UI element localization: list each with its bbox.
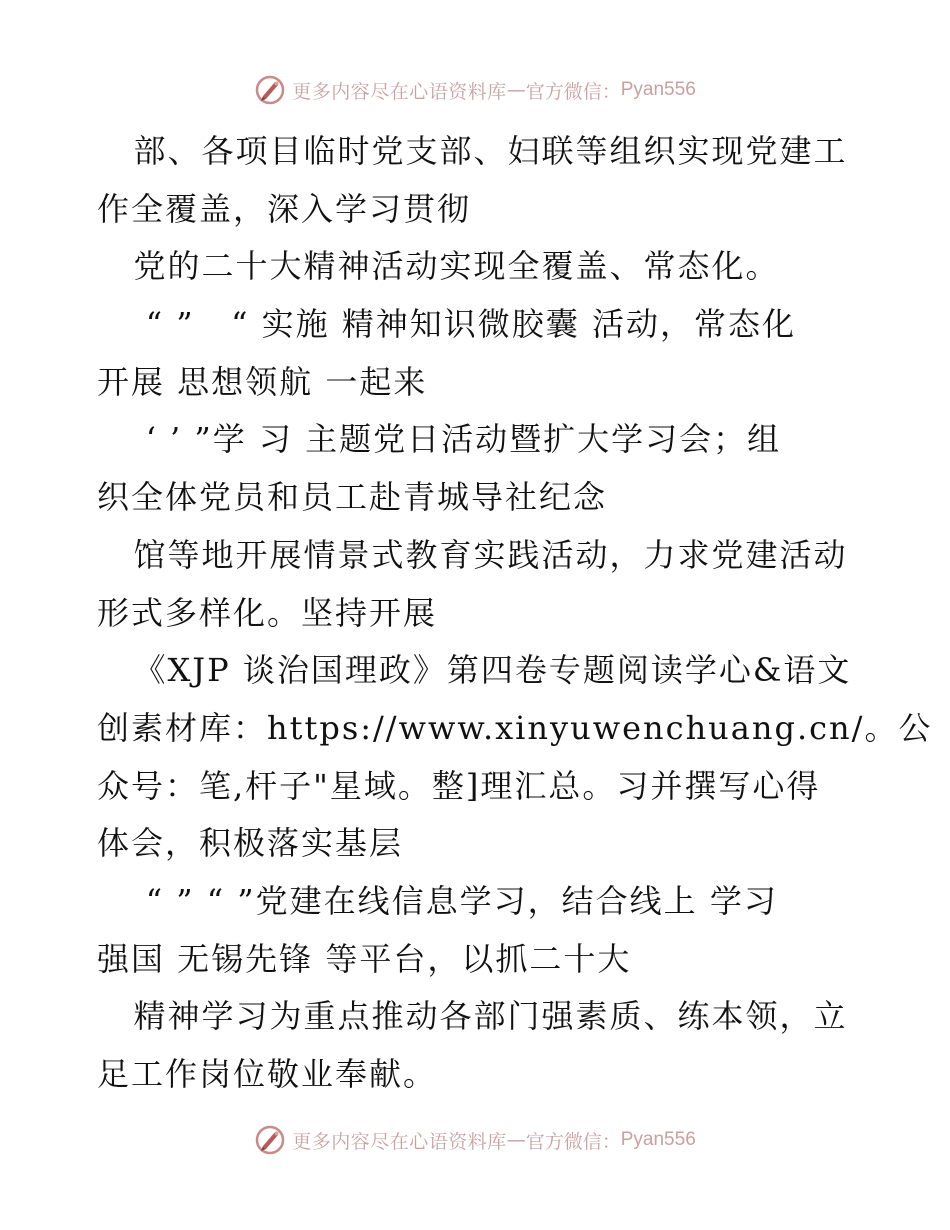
banner-brand-text: 更多内容尽在心语资料库 [292,80,507,103]
text-line: 部、各项目临时党支部、妇联等组织实现党建工 [97,132,848,170]
text-line: 足工作岗位敬业奉献。 [97,1055,438,1093]
banner-wechat-label: 官方微信： [525,1130,621,1153]
text-line: 党的二十大精神活动实现全覆盖、常态化。 [97,247,780,286]
banner-dash: — [506,79,526,101]
brand-logo-icon [254,1124,286,1156]
text-line: 精神学习为重点推动各部门强素质、练本领，立 [97,997,848,1036]
footer-watermark-banner [0,1120,950,1160]
text-line: 馆等地开展情景式教育实践活动，力求党建活动 [97,535,848,574]
text-line: 《XJP 谈治国理政》第四卷专题阅读学心&语文 [97,651,852,690]
text-line: “ ” “ 实施 精神知识微胶囊 活动，常态化 [97,305,796,344]
text-line: 创素材库：https://www.xinyuwenchuang.cn/。公 [97,708,933,747]
text-line: 众号：笔,杆子"星域。整]理汇总。习并撰写心得 [97,766,821,805]
text-line: 强国 无锡先锋 等平台，以抓二十大 [97,939,632,978]
text-line: 体会，积极落实基层 [97,824,404,863]
banner-wechat-id: Pyan556 [620,79,696,100]
text-line: 开展 思想领航 一起来 [97,362,428,401]
text-line: 形式多样化。坚持开展 [97,593,438,632]
text-line: ‘ ’ ”学 习 主题党日活动暨扩大学习会；组 [97,420,782,459]
text-line: 作全覆盖，深入学习贯彻 [97,189,472,228]
text-line: “ ” “ ”党建在线信息学习，结合线上 学习 [97,881,778,920]
banner-dash: — [506,1129,526,1151]
header-watermark-banner [0,70,950,110]
banner-wechat-label: 官方微信： [525,80,621,103]
banner-wechat-id: Pyan556 [620,1129,696,1150]
brand-logo-icon [254,74,286,106]
text-line: 织全体党员和员工赴青城导社纪念 [97,478,608,517]
document-body [97,123,933,1104]
banner-brand-text: 更多内容尽在心语资料库 [292,1130,507,1153]
